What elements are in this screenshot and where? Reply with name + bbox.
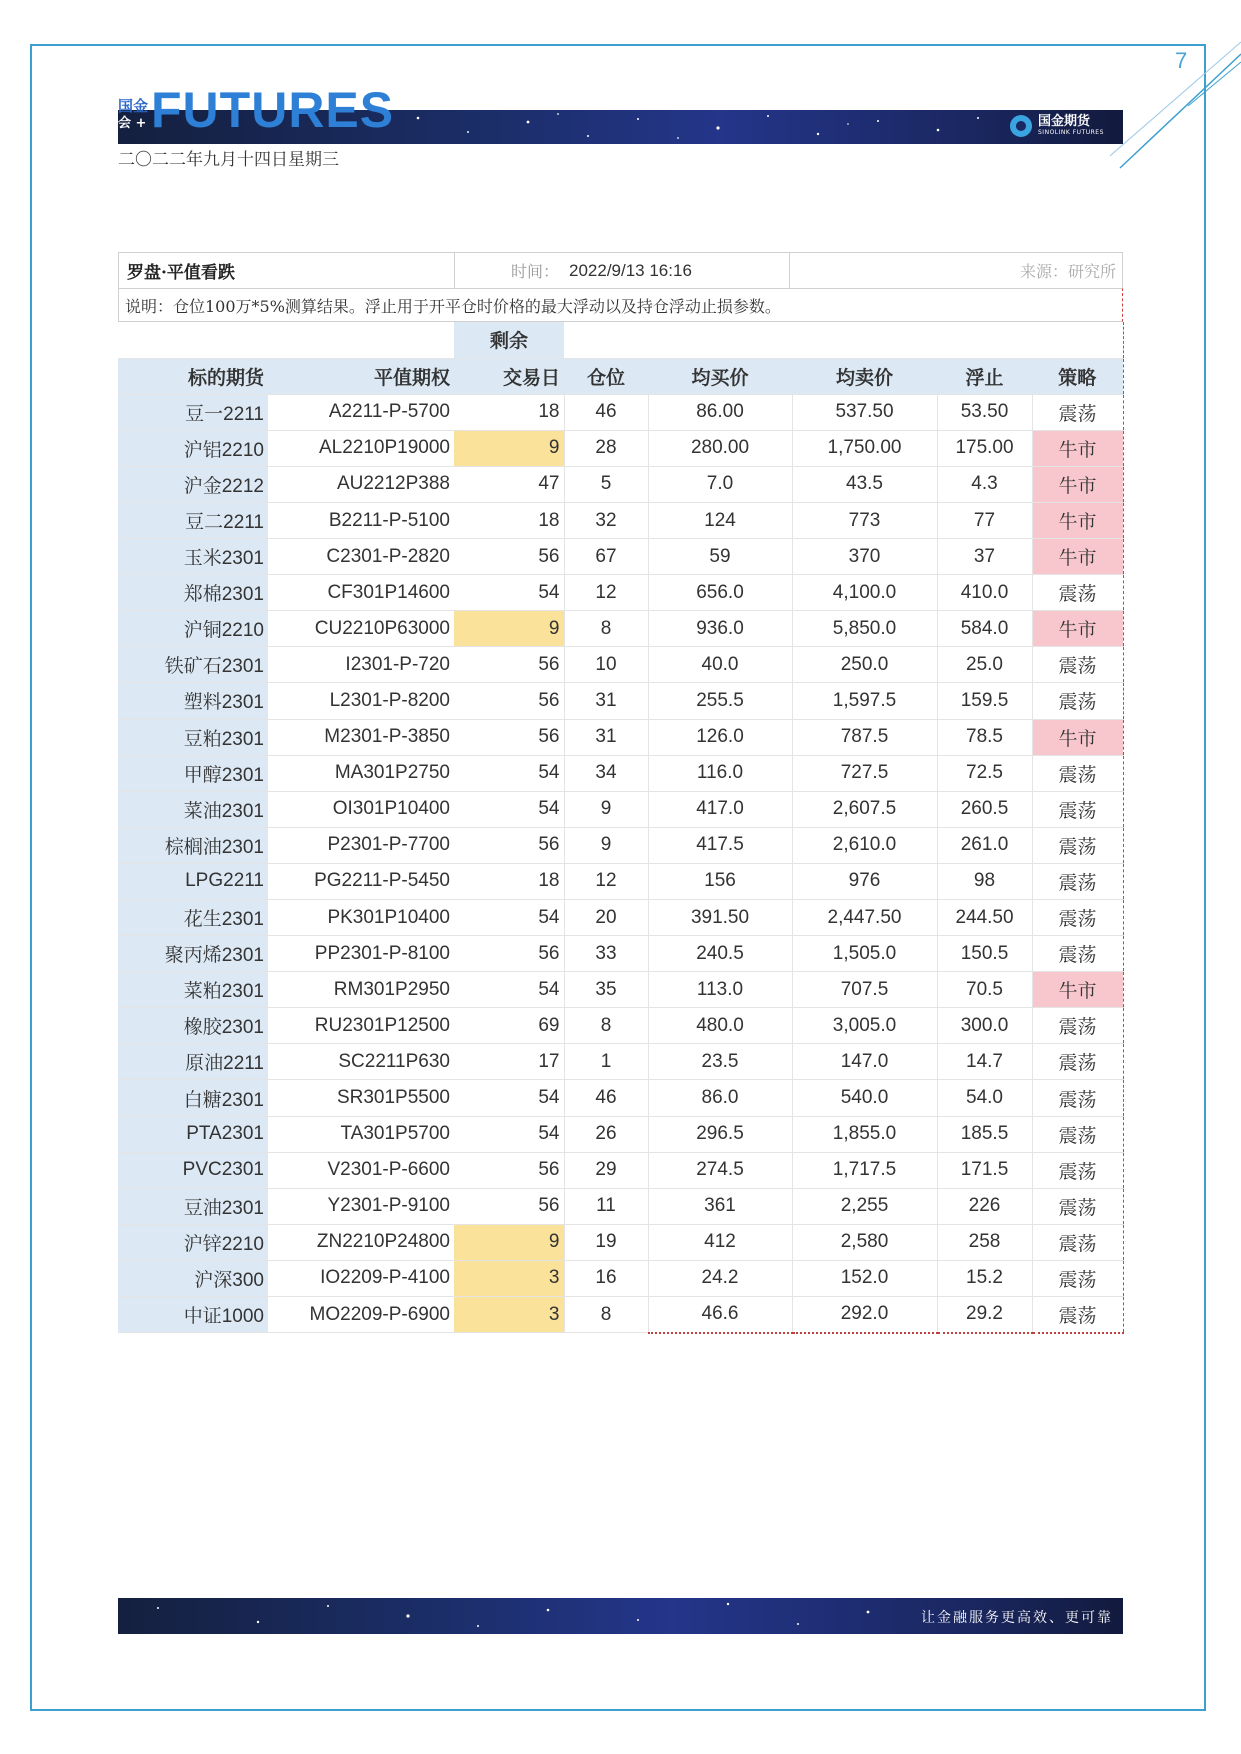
cell-option: RU2301P12500: [268, 1008, 454, 1044]
cell-underlying: 沪锌2210: [118, 1224, 268, 1260]
cell-underlying: 铁矿石2301: [118, 647, 268, 683]
table-row: [118, 719, 1123, 755]
time-label: 时间：: [510, 262, 559, 281]
cell-underlying: 沪金2212: [118, 466, 268, 502]
cell-option: MA301P2750: [268, 755, 454, 791]
cell-days: 56: [454, 827, 564, 863]
cell-float-stop: 77: [937, 502, 1032, 538]
cell-option: Y2301-P-9100: [268, 1188, 454, 1224]
cell-strategy: 震荡: [1032, 1008, 1123, 1044]
cell-underlying: 原油2211: [118, 1044, 268, 1080]
table-row: [118, 755, 1123, 791]
table-row: [118, 1116, 1123, 1152]
cell-days: 56: [454, 683, 564, 719]
cell-avg-sell: 2,607.5: [792, 791, 937, 827]
cell-avg-buy: 480.0: [648, 1008, 792, 1044]
cell-avg-buy: 126.0: [648, 719, 792, 755]
cell-days: 18: [454, 394, 564, 430]
cell-float-stop: 25.0: [937, 647, 1032, 683]
cell-days: 54: [454, 972, 564, 1008]
cell-days: 56: [454, 936, 564, 972]
cell-option: MO2209-P-6900: [268, 1297, 454, 1333]
cell-position: 33: [564, 936, 648, 972]
corner-decoration: [1110, 40, 1241, 180]
header-days: 交易日: [454, 358, 564, 394]
cell-days: 54: [454, 791, 564, 827]
cell-position: 8: [564, 1008, 648, 1044]
cell-avg-sell: 2,580: [792, 1224, 937, 1260]
futures-logo: [118, 82, 395, 138]
table-row: [118, 1260, 1123, 1296]
cell-float-stop: 150.5: [937, 936, 1032, 972]
cell-avg-sell: 2,610.0: [792, 827, 937, 863]
report-date: 二〇二二年九月十四日星期三: [118, 150, 339, 170]
cell-avg-buy: 124: [648, 502, 792, 538]
logo-cn-top: 国金: [118, 97, 149, 115]
cell-avg-sell: 707.5: [792, 972, 937, 1008]
cell-float-stop: 53.50: [937, 394, 1032, 430]
table-row: [118, 1188, 1123, 1224]
cell-underlying: 豆油2301: [118, 1188, 268, 1224]
cell-avg-sell: 1,597.5: [792, 683, 937, 719]
cell-days: 3: [454, 1260, 564, 1296]
header-underlying: 标的期货: [118, 358, 268, 394]
cell-float-stop: 258: [937, 1224, 1032, 1260]
cell-strategy: 震荡: [1032, 1080, 1123, 1116]
cell-underlying: 中证1000: [118, 1297, 268, 1333]
header-strategy: 策略: [1032, 358, 1123, 394]
cell-strategy: 牛市: [1032, 611, 1123, 647]
cell-avg-buy: 156: [648, 863, 792, 899]
cell-position: 8: [564, 1297, 648, 1333]
cell-position: 32: [564, 502, 648, 538]
cell-strategy: 震荡: [1032, 863, 1123, 899]
cell-option: L2301-P-8200: [268, 683, 454, 719]
cell-avg-sell: 1,505.0: [792, 936, 937, 972]
cell-float-stop: 300.0: [937, 1008, 1032, 1044]
cell-underlying: 豆二2211: [118, 502, 268, 538]
cell-avg-sell: 152.0: [792, 1260, 937, 1296]
cell-underlying: LPG2211: [118, 863, 268, 899]
cell-strategy: 震荡: [1032, 755, 1123, 791]
cell-avg-sell: 976: [792, 863, 937, 899]
cell-avg-buy: 361: [648, 1188, 792, 1224]
table-row: [118, 683, 1123, 719]
cell-float-stop: 175.00: [937, 430, 1032, 466]
cell-underlying: 橡胶2301: [118, 1008, 268, 1044]
cell-strategy: 牛市: [1032, 430, 1123, 466]
cell-underlying: 豆一2211: [118, 394, 268, 430]
table-row: [118, 1008, 1123, 1044]
cell-days: 56: [454, 647, 564, 683]
options-table: [118, 322, 1124, 1334]
cell-days: 69: [454, 1008, 564, 1044]
cell-strategy: 牛市: [1032, 539, 1123, 575]
cell-avg-buy: 656.0: [648, 575, 792, 611]
cell-avg-sell: 2,255: [792, 1188, 937, 1224]
cell-underlying: 甲醇2301: [118, 755, 268, 791]
cell-avg-sell: 2,447.50: [792, 900, 937, 936]
cell-avg-sell: 787.5: [792, 719, 937, 755]
cell-avg-buy: 86.00: [648, 394, 792, 430]
cell-position: 9: [564, 791, 648, 827]
cell-position: 8: [564, 611, 648, 647]
options-table-card: [118, 252, 1123, 1334]
cell-days: 9: [454, 611, 564, 647]
brand-logo: [1010, 114, 1104, 137]
cell-float-stop: 15.2: [937, 1260, 1032, 1296]
cell-avg-sell: 43.5: [792, 466, 937, 502]
cell-avg-sell: 1,750.00: [792, 430, 937, 466]
cell-strategy: 震荡: [1032, 791, 1123, 827]
time-value: 2022/9/13 16:16: [565, 253, 790, 288]
cell-days: 56: [454, 1188, 564, 1224]
header-avg-sell: 均卖价: [792, 358, 937, 394]
cell-days: 54: [454, 575, 564, 611]
table-row: [118, 1297, 1123, 1333]
cell-avg-sell: 3,005.0: [792, 1008, 937, 1044]
cell-days: 18: [454, 502, 564, 538]
table-row: [118, 539, 1123, 575]
cell-float-stop: 171.5: [937, 1152, 1032, 1188]
cell-avg-buy: 24.2: [648, 1260, 792, 1296]
table-row: [118, 1044, 1123, 1080]
table-row: [118, 900, 1123, 936]
cell-option: AU2212P388: [268, 466, 454, 502]
cell-float-stop: 185.5: [937, 1116, 1032, 1152]
cell-avg-buy: 255.5: [648, 683, 792, 719]
cell-strategy: 震荡: [1032, 1152, 1123, 1188]
cell-position: 12: [564, 863, 648, 899]
cell-underlying: 沪深300: [118, 1260, 268, 1296]
header-days-top: 剩余: [454, 322, 564, 358]
cell-avg-buy: 86.0: [648, 1080, 792, 1116]
cell-underlying: 沪铜2210: [118, 611, 268, 647]
cell-strategy: 震荡: [1032, 1116, 1123, 1152]
table-row: [118, 502, 1123, 538]
header-row-top: [118, 322, 1123, 358]
cell-days: 54: [454, 1080, 564, 1116]
table-row: [118, 647, 1123, 683]
footer-banner: [118, 1598, 1123, 1634]
cell-strategy: 震荡: [1032, 1297, 1123, 1333]
cell-days: 18: [454, 863, 564, 899]
footer-slogan: 让金融服务更高效、更可靠: [921, 1610, 1113, 1626]
table-row: [118, 827, 1123, 863]
card-title: 罗盘·平值看跌: [119, 253, 455, 288]
cell-underlying: 塑料2301: [118, 683, 268, 719]
cell-option: CU2210P63000: [268, 611, 454, 647]
cell-strategy: 震荡: [1032, 1044, 1123, 1080]
cell-strategy: 震荡: [1032, 575, 1123, 611]
cell-position: 29: [564, 1152, 648, 1188]
cell-strategy: 震荡: [1032, 394, 1123, 430]
cell-days: 47: [454, 466, 564, 502]
brand-circle-icon: [1010, 115, 1032, 137]
cell-underlying: PTA2301: [118, 1116, 268, 1152]
cell-days: 3: [454, 1297, 564, 1333]
cell-position: 46: [564, 1080, 648, 1116]
cell-float-stop: 70.5: [937, 972, 1032, 1008]
cell-position: 34: [564, 755, 648, 791]
card-note: 说明：仓位100万*5%测算结果。浮止用于开平仓时价格的最大浮动以及持仓浮动止损参数。: [118, 288, 1123, 322]
cell-days: 56: [454, 539, 564, 575]
cell-avg-buy: 274.5: [648, 1152, 792, 1188]
table-row: [118, 394, 1123, 430]
cell-position: 28: [564, 430, 648, 466]
table-row: [118, 863, 1123, 899]
cell-days: 9: [454, 1224, 564, 1260]
cell-option: SR301P5500: [268, 1080, 454, 1116]
cell-strategy: 牛市: [1032, 502, 1123, 538]
cell-avg-buy: 116.0: [648, 755, 792, 791]
table-row: [118, 1152, 1123, 1188]
cell-position: 20: [564, 900, 648, 936]
table-row: [118, 791, 1123, 827]
cell-avg-sell: 5,850.0: [792, 611, 937, 647]
cell-position: 1: [564, 1044, 648, 1080]
cell-underlying: 郑棉2301: [118, 575, 268, 611]
cell-float-stop: 54.0: [937, 1080, 1032, 1116]
cell-underlying: 玉米2301: [118, 539, 268, 575]
cell-underlying: 菜粕2301: [118, 972, 268, 1008]
cell-float-stop: 72.5: [937, 755, 1032, 791]
header-float-stop: 浮止: [937, 358, 1032, 394]
cell-option: M2301-P-3850: [268, 719, 454, 755]
cell-option: OI301P10400: [268, 791, 454, 827]
cell-avg-sell: 1,717.5: [792, 1152, 937, 1188]
logo-cn-bottom: 会 +: [118, 116, 147, 131]
cell-avg-buy: 40.0: [648, 647, 792, 683]
cell-avg-buy: 240.5: [648, 936, 792, 972]
cell-avg-sell: 727.5: [792, 755, 937, 791]
cell-underlying: 花生2301: [118, 900, 268, 936]
cell-option: B2211-P-5100: [268, 502, 454, 538]
cell-float-stop: 261.0: [937, 827, 1032, 863]
cell-option: SC2211P630: [268, 1044, 454, 1080]
cell-avg-buy: 417.5: [648, 827, 792, 863]
cell-strategy: 震荡: [1032, 827, 1123, 863]
cell-days: 54: [454, 1116, 564, 1152]
table-row: [118, 466, 1123, 502]
cell-avg-buy: 46.6: [648, 1297, 792, 1333]
cell-strategy: 震荡: [1032, 683, 1123, 719]
cell-avg-buy: 412: [648, 1224, 792, 1260]
cell-avg-sell: 4,100.0: [792, 575, 937, 611]
cell-underlying: 白糖2301: [118, 1080, 268, 1116]
cell-strategy: 牛市: [1032, 466, 1123, 502]
table-row: [118, 936, 1123, 972]
cell-float-stop: 78.5: [937, 719, 1032, 755]
cell-float-stop: 584.0: [937, 611, 1032, 647]
cell-days: 17: [454, 1044, 564, 1080]
cell-option: V2301-P-6600: [268, 1152, 454, 1188]
cell-option: RM301P2950: [268, 972, 454, 1008]
header-option: 平值期权: [268, 358, 454, 394]
cell-underlying: PVC2301: [118, 1152, 268, 1188]
logo-futures-text: FUTURES: [151, 82, 395, 138]
cell-avg-buy: 280.00: [648, 430, 792, 466]
cell-option: A2211-P-5700: [268, 394, 454, 430]
table-row: [118, 575, 1123, 611]
cell-option: PP2301-P-8100: [268, 936, 454, 972]
table-row: [118, 611, 1123, 647]
cell-strategy: 震荡: [1032, 936, 1123, 972]
cell-avg-sell: 147.0: [792, 1044, 937, 1080]
header-row: [118, 358, 1123, 394]
table-row: [118, 972, 1123, 1008]
cell-avg-buy: 936.0: [648, 611, 792, 647]
cell-avg-buy: 7.0: [648, 466, 792, 502]
cell-strategy: 震荡: [1032, 1188, 1123, 1224]
cell-avg-sell: 537.50: [792, 394, 937, 430]
cell-avg-buy: 113.0: [648, 972, 792, 1008]
card-title-row: [118, 252, 1123, 288]
cell-option: TA301P5700: [268, 1116, 454, 1152]
cell-position: 5: [564, 466, 648, 502]
cell-strategy: 牛市: [1032, 972, 1123, 1008]
cell-float-stop: 98: [937, 863, 1032, 899]
cell-float-stop: 244.50: [937, 900, 1032, 936]
cell-position: 31: [564, 683, 648, 719]
cell-option: ZN2210P24800: [268, 1224, 454, 1260]
cell-days: 54: [454, 755, 564, 791]
cell-float-stop: 410.0: [937, 575, 1032, 611]
cell-option: P2301-P-7700: [268, 827, 454, 863]
cell-option: PK301P10400: [268, 900, 454, 936]
cell-position: 10: [564, 647, 648, 683]
cell-float-stop: 37: [937, 539, 1032, 575]
source-label: 来源：研究所: [1019, 262, 1116, 281]
cell-strategy: 震荡: [1032, 1224, 1123, 1260]
cell-days: 54: [454, 900, 564, 936]
brand-name-en: SINOLINK FUTURES: [1038, 129, 1104, 136]
cell-position: 12: [564, 575, 648, 611]
table-row: [118, 1080, 1123, 1116]
cell-position: 19: [564, 1224, 648, 1260]
cell-float-stop: 14.7: [937, 1044, 1032, 1080]
cell-strategy: 牛市: [1032, 719, 1123, 755]
cell-option: IO2209-P-4100: [268, 1260, 454, 1296]
page-number: 7: [1175, 48, 1188, 73]
cell-days: 56: [454, 1152, 564, 1188]
cell-days: 56: [454, 719, 564, 755]
cell-strategy: 震荡: [1032, 1260, 1123, 1296]
brand-name-cn: 国金期货: [1038, 114, 1091, 129]
cell-avg-buy: 417.0: [648, 791, 792, 827]
cell-option: C2301-P-2820: [268, 539, 454, 575]
cell-float-stop: 226: [937, 1188, 1032, 1224]
cell-avg-sell: 250.0: [792, 647, 937, 683]
cell-avg-buy: 391.50: [648, 900, 792, 936]
cell-position: 9: [564, 827, 648, 863]
cell-strategy: 震荡: [1032, 900, 1123, 936]
logo-cn: [118, 98, 148, 132]
cell-avg-sell: 292.0: [792, 1297, 937, 1333]
cell-position: 16: [564, 1260, 648, 1296]
cell-option: I2301-P-720: [268, 647, 454, 683]
cell-underlying: 豆粕2301: [118, 719, 268, 755]
cell-underlying: 菜油2301: [118, 791, 268, 827]
cell-float-stop: 4.3: [937, 466, 1032, 502]
cell-days: 9: [454, 430, 564, 466]
cell-float-stop: 260.5: [937, 791, 1032, 827]
table-row: [118, 430, 1123, 466]
cell-position: 31: [564, 719, 648, 755]
header-position: 仓位: [564, 358, 648, 394]
cell-avg-sell: 370: [792, 539, 937, 575]
cell-strategy: 震荡: [1032, 647, 1123, 683]
header-avg-buy: 均买价: [648, 358, 792, 394]
cell-position: 26: [564, 1116, 648, 1152]
cell-avg-buy: 59: [648, 539, 792, 575]
cell-float-stop: 159.5: [937, 683, 1032, 719]
cell-option: PG2211-P-5450: [268, 863, 454, 899]
cell-avg-buy: 296.5: [648, 1116, 792, 1152]
cell-position: 35: [564, 972, 648, 1008]
cell-underlying: 沪铝2210: [118, 430, 268, 466]
cell-avg-buy: 23.5: [648, 1044, 792, 1080]
cell-option: AL2210P19000: [268, 430, 454, 466]
cell-avg-sell: 1,855.0: [792, 1116, 937, 1152]
cell-position: 11: [564, 1188, 648, 1224]
cell-avg-sell: 773: [792, 502, 937, 538]
cell-position: 46: [564, 394, 648, 430]
table-row: [118, 1224, 1123, 1260]
cell-underlying: 棕榈油2301: [118, 827, 268, 863]
cell-position: 67: [564, 539, 648, 575]
cell-avg-sell: 540.0: [792, 1080, 937, 1116]
cell-float-stop: 29.2: [937, 1297, 1032, 1333]
cell-underlying: 聚丙烯2301: [118, 936, 268, 972]
cell-option: CF301P14600: [268, 575, 454, 611]
